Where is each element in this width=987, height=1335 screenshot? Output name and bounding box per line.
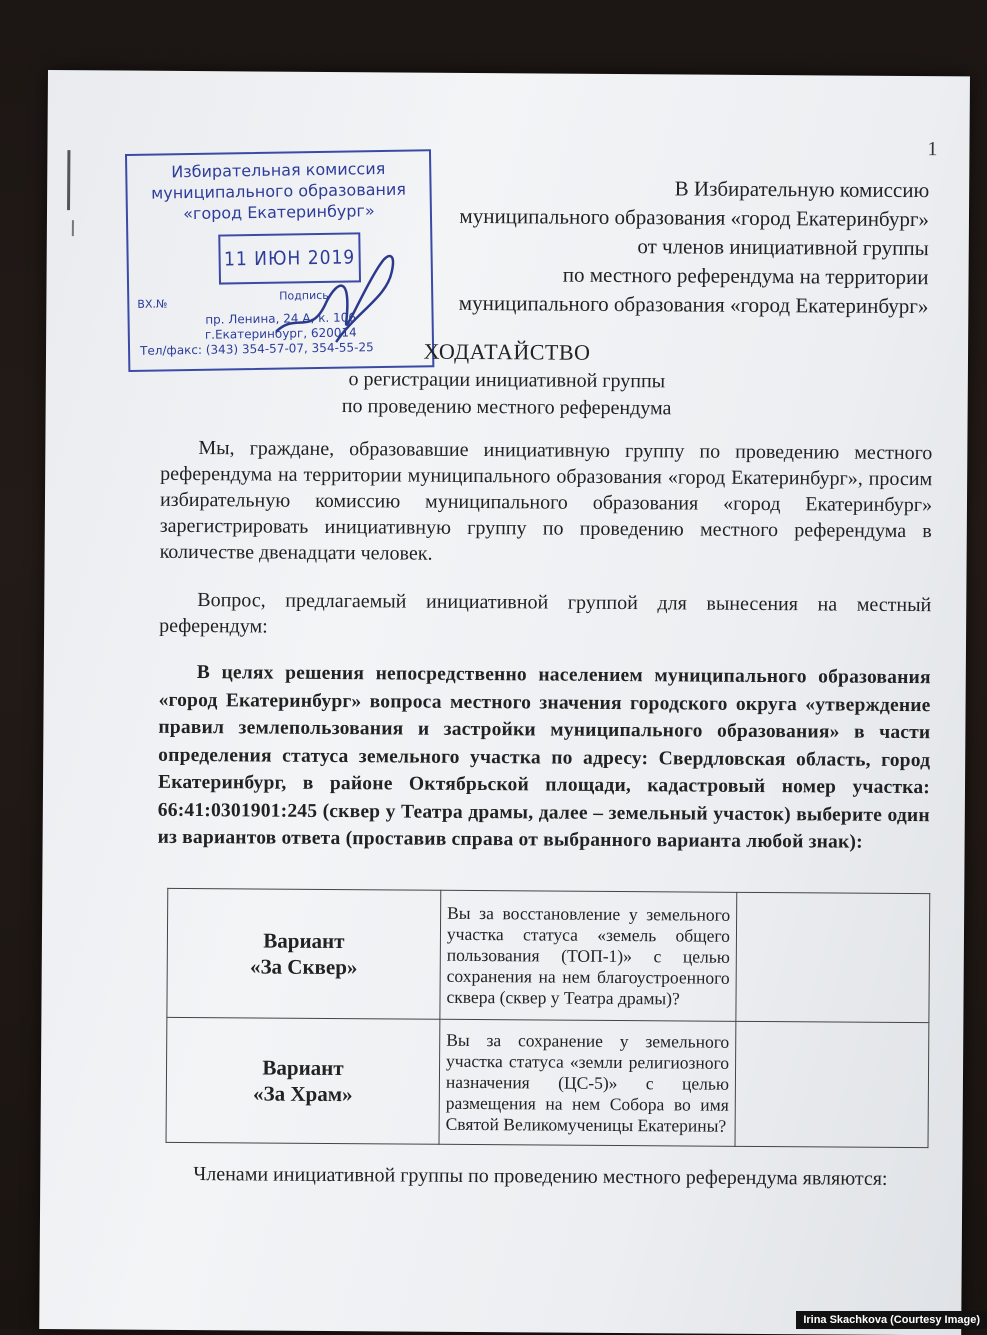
variant-label: Вариант xyxy=(262,1055,344,1081)
addressee-line: В Избирательную комиссию xyxy=(674,176,930,203)
table-row xyxy=(167,888,930,1022)
mark-cell xyxy=(735,1021,929,1147)
stamp-address-line: Тел/факс: (343) 354-57-07, 354-55-25 xyxy=(139,340,374,358)
document-title: ХОДАТАЙСТВО xyxy=(423,338,591,365)
addressee-line: по местного референдума на территории xyxy=(562,262,929,290)
subtitle-line: по проведению местного референдума xyxy=(341,395,672,420)
addressee-line: муниципального образования «город Екатеринбург» xyxy=(458,290,929,319)
answer-options-table xyxy=(166,888,931,1148)
margin-mark xyxy=(67,150,70,210)
question-intro-paragraph: Вопрос, предлагаемый инициативной группой для вынесения на местный референдум: xyxy=(159,589,932,638)
stamp-title-line: «город Екатеринбург» xyxy=(183,201,375,224)
variant-cell xyxy=(166,1017,440,1144)
petition-paragraph: Мы, граждане, образовавшие инициативную группу по проведению местного референдума на территории муниципального образования «город Екатеринбург», просим избирательную комиссию муниципального образования «город Екатеринбург» зарегистрировать инициативную группу по проведению местного референдума в количестве двенадцати человек. xyxy=(159,437,933,565)
stamp-title-line: Избирательная комиссия xyxy=(171,158,386,182)
addressee-block xyxy=(368,172,929,321)
document-subtitle xyxy=(46,364,968,424)
document-page xyxy=(39,70,970,1335)
stamp-title-line: муниципального образования xyxy=(151,179,407,203)
margin-mark xyxy=(72,220,74,236)
addressee-line: от членов инициативной группы xyxy=(637,234,929,261)
option-question: Вы за восстановление у земельного участка статуса «земель общего пользования (ТОП-1)» с целью сохранения на нем благоустроенного сквера (сквер у Театра драмы)? xyxy=(440,890,737,1021)
members-intro-paragraph: Членами инициативной группы по проведению местного референдума являются: xyxy=(193,1163,888,1190)
stamp-date: 11 ИЮН 2019 xyxy=(218,232,361,284)
stamp-address-line: пр. Ленина, 24 А, к. 106 xyxy=(205,310,357,327)
page-number: 1 xyxy=(927,138,938,161)
subtitle-line: о регистрации инициативной группы xyxy=(348,368,666,393)
addressee-line: муниципального образования «город Екатеринбург» xyxy=(459,203,930,232)
variant-cell xyxy=(167,888,441,1019)
stamp-incoming-label: ВХ.№ xyxy=(137,297,168,311)
photo-credit: Irina Skachkova (Courtesy Image) xyxy=(796,1311,987,1329)
referendum-question: В целях решения непосредственно населением муниципального образования «город Екатеринбург» вопроса местного значения городского округа «утверждение правил землепользования и застройки муниципального образования» в части определения статуса земельного участка по адресу: Свердловская область, город Екатеринбург, в районе Октябрьской площади, кадастровый номер участка: 66:41:0301901:245 (сквер у Театра драмы, далее – земельный участок) выберите один из вариантов ответа (проставив справа от выбранного варианта любой знак): xyxy=(157,662,931,853)
stamp-signature-label: Подпись xyxy=(279,288,329,303)
option-question: Вы за сохранение у земельного участка статуса «земли религиозного назначения (ЦС-5)» с целью размещения на нем Собора во имя Святой Великомученицы Екатерины? xyxy=(439,1019,736,1146)
variant-name: «За Сквер» xyxy=(249,954,358,980)
mark-cell xyxy=(736,892,930,1022)
variant-name: «За Храм» xyxy=(253,1081,353,1107)
table-row xyxy=(166,1017,929,1147)
stamp-address-line: г.Екатеринбург, 620014 xyxy=(204,325,357,342)
variant-label: Вариант xyxy=(263,928,345,954)
